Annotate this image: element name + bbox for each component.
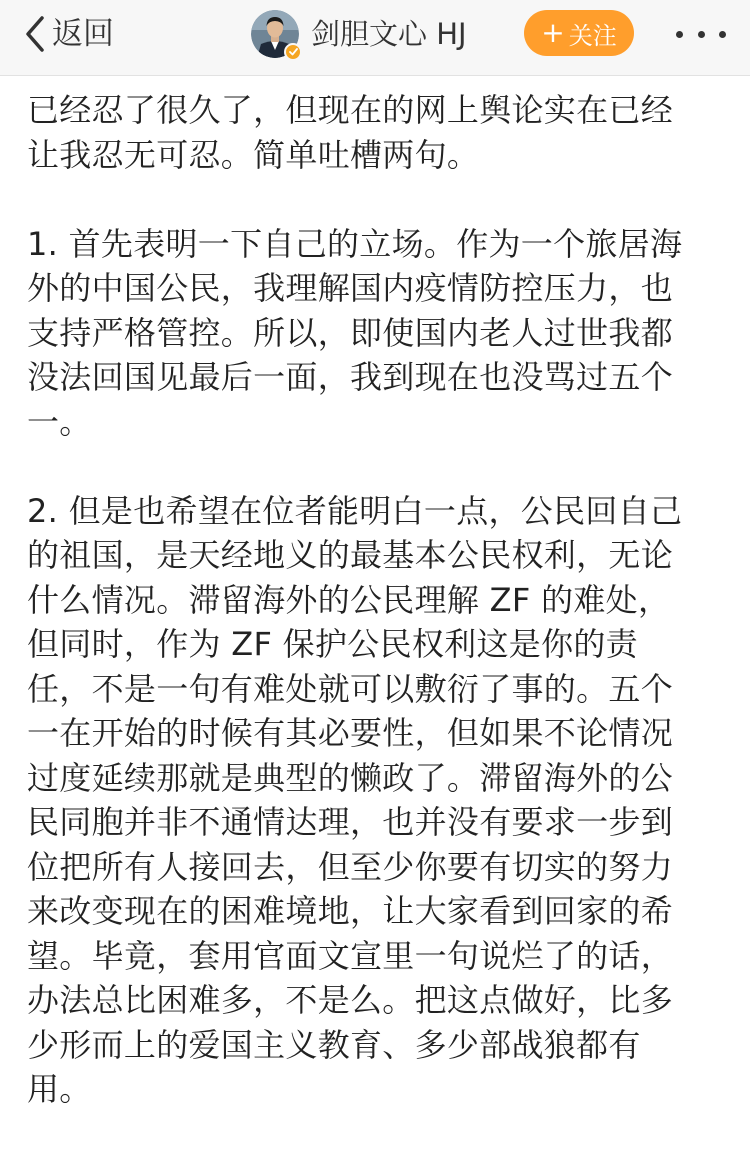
article-text-line: 一。 — [27, 402, 92, 441]
article-text-line: 过度延续那就是典型的懒政了。滞留海外的公 — [27, 758, 674, 797]
article-text-line: 外的中国公民，我理解国内疫情防控压力，也 — [27, 269, 674, 307]
plus-icon: + — [541, 16, 565, 49]
article-text-line: 望。毕竟，套用官面文宣里一句说烂了的话， — [27, 936, 674, 975]
more-dot-icon — [698, 31, 705, 38]
chevron-left-icon — [20, 14, 50, 54]
article-text-line: 支持严格管控。所以，即使国内老人过世我都 — [27, 313, 674, 352]
article-text-line: 民同胞并非不通情达理，也并没有要求一步到 — [27, 803, 674, 841]
back-label: 返回 — [52, 16, 114, 52]
article-text-line: 没法回国见最后一面，我到现在也没骂过五个 — [27, 358, 674, 396]
back-button[interactable] — [20, 12, 114, 56]
top-navigation-bar — [0, 0, 750, 76]
author-info[interactable] — [251, 8, 467, 60]
more-options-button[interactable] — [676, 18, 726, 50]
article-text-line: 用。 — [27, 1070, 92, 1108]
article-text-line: 一在开始的时候有其必要性，但如果不论情况 — [27, 714, 674, 752]
article-text-line: 位把所有人接回去，但至少你要有切实的努力 — [27, 847, 674, 886]
avatar[interactable] — [251, 10, 299, 58]
article-text-line: 1. 首先表明一下自己的立场。作为一个旅居海 — [27, 224, 683, 263]
paragraph-spacer — [27, 444, 723, 489]
author-name[interactable]: 剑胆文心 HJ — [311, 17, 467, 51]
article-text-line: 办法总比困难多，不是么。把这点做好，比多 — [27, 981, 674, 1019]
follow-button[interactable] — [524, 10, 634, 56]
paragraph-spacer — [27, 177, 723, 222]
article-body — [27, 88, 723, 1112]
article-text-line: 的祖国，是天经地义的最基本公民权利，无论 — [27, 536, 674, 574]
article-text-line: 2. 但是也希望在位者能明白一点，公民回自己 — [27, 491, 683, 530]
article-text-line: 来改变现在的困难境地，让大家看到回家的希 — [27, 892, 674, 930]
verified-badge-icon — [284, 43, 302, 61]
article-text-line: 让我忍无可忍。简单吐槽两句。 — [27, 135, 480, 174]
article-text-line: 已经忍了很久了，但现在的网上舆论实在已经 — [27, 91, 674, 129]
article-text-line: 什么情况。滞留海外的公民理解 ZF 的难处， — [27, 580, 671, 619]
article-text-line: 少形而上的爱国主义教育、多少部战狼都有 — [27, 1025, 641, 1064]
more-dot-icon — [719, 31, 726, 38]
article-text-line: 但同时，作为 ZF 保护公民权利这是你的责 — [27, 625, 638, 663]
follow-label: 关注 — [568, 21, 617, 50]
article-text-line: 任，不是一句有难处就可以敷衍了事的。五个 — [27, 669, 674, 708]
more-dot-icon — [676, 31, 683, 38]
